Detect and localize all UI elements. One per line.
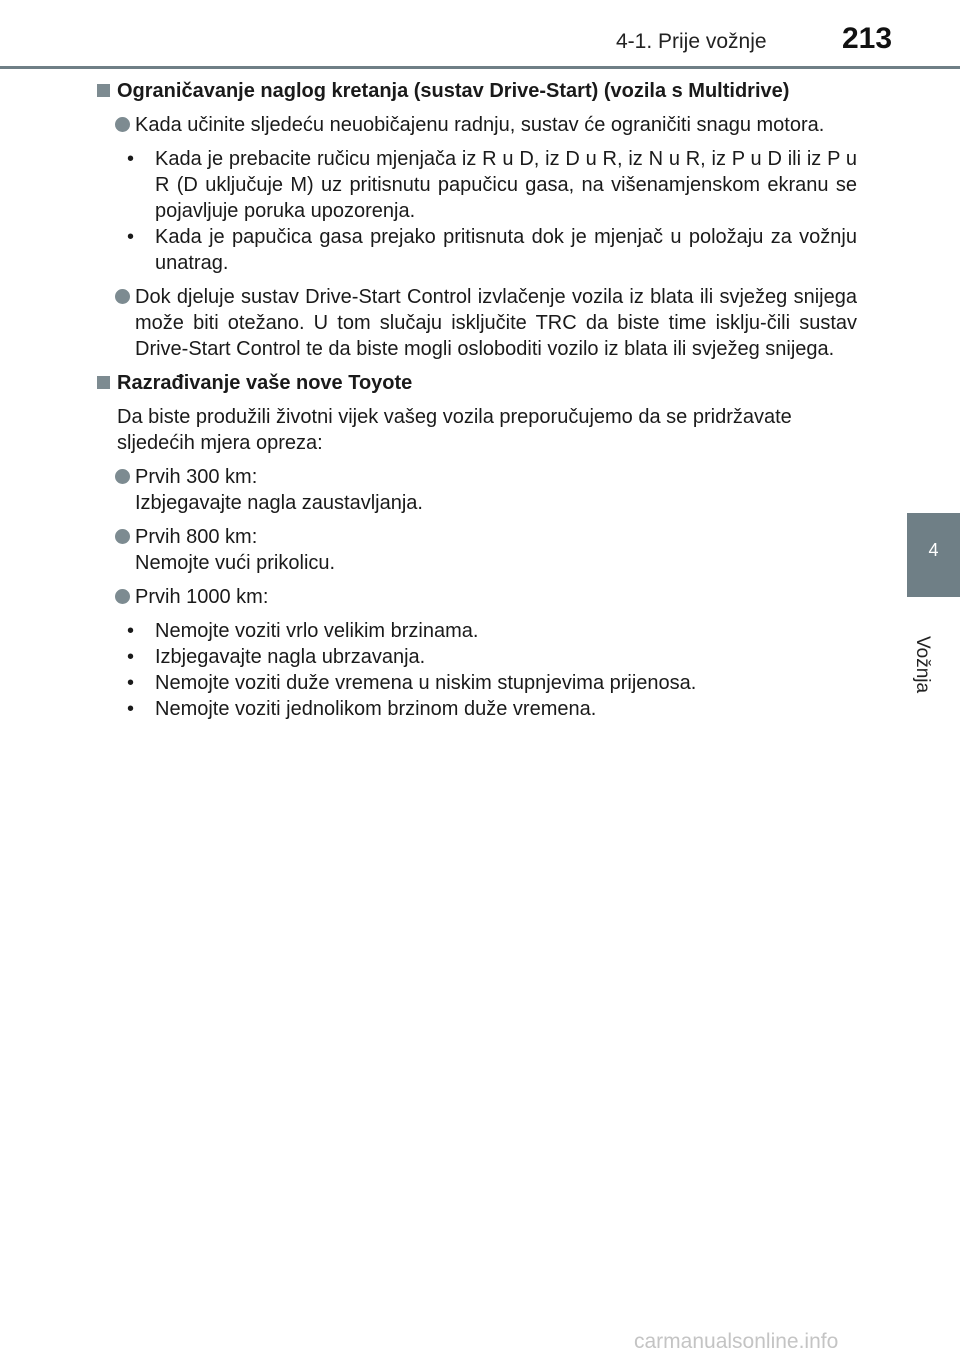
list-item <box>97 112 857 138</box>
bullet-list <box>97 618 857 722</box>
bullet-text: Kada je papučica gasa prejako pritisnuta dok je mjenjač u položaju za vožnju unatrag. <box>155 226 857 274</box>
section-intro: Da biste produžili životni vijek vašeg vozila preporučujemo da se pridržavate sljedećih mjera opreza: <box>117 406 792 454</box>
circle-bullet-icon <box>115 589 130 604</box>
list-item-text: Nemojte vući prikolicu. <box>135 552 336 574</box>
bullet-dot-icon: • <box>127 620 135 642</box>
bullet-dot-icon: • <box>127 698 135 720</box>
square-bullet-icon <box>97 376 110 389</box>
page-number: 213 <box>842 22 893 55</box>
bullet-item <box>97 224 857 276</box>
bullet-dot-icon: • <box>127 226 135 248</box>
header-section-title: 4-1. Prije vožnje <box>616 30 767 53</box>
list-item-title: Prvih 800 km: <box>135 526 258 548</box>
chapter-tab <box>907 513 960 597</box>
section-heading-text: Razrađivanje vaše nove Toyote <box>117 372 413 394</box>
list-item <box>97 524 857 576</box>
bullet-item <box>97 146 857 224</box>
bullet-item <box>97 618 857 644</box>
bullet-item <box>97 696 857 722</box>
bullet-dot-icon: • <box>127 672 135 694</box>
watermark: carmanualsonline.info <box>634 1330 839 1353</box>
bullet-dot-icon: • <box>127 148 135 170</box>
square-bullet-icon <box>97 84 110 97</box>
circle-bullet-icon <box>115 529 130 544</box>
circle-bullet-icon <box>115 289 130 304</box>
section-heading-break-in <box>97 370 857 396</box>
bullet-text: Izbjegavajte nagla ubrzavanja. <box>155 646 426 668</box>
page-content <box>97 78 857 730</box>
list-item <box>97 284 857 362</box>
chapter-label: Vožnja <box>912 636 933 694</box>
bullet-list <box>97 146 857 276</box>
bullet-dot-icon: • <box>127 646 135 668</box>
list-item-text: Dok djeluje sustav Drive-Start Control izvlačenje vozila iz blata ili svježeg snijega može biti otežano. U tom slučaju isključite TRC da biste time isklju-čili sustav Drive-Start Control te da biste mogli osloboditi vozilo iz blata ili svježeg snijega. <box>135 286 857 360</box>
list-item-title: Prvih 300 km: <box>135 466 258 488</box>
bullet-text: Nemojte voziti vrlo velikim brzinama. <box>155 620 479 642</box>
bullet-text: Kada je prebacite ručicu mjenjača iz R u D, iz D u R, iz N u R, iz P u D ili iz P u R (D uključuje M) uz pritisnutu papučicu gasa, na višenamjenskom ekranu se pojavljuje poruka upozorenja. <box>155 148 857 222</box>
list-item <box>97 464 857 516</box>
chapter-number: 4 <box>928 540 939 560</box>
list-item-text: Kada učinite sljedeću neuobičajenu radnju, sustav će ograničiti snagu motora. <box>135 114 825 136</box>
circle-bullet-icon <box>115 469 130 484</box>
list-item-text: Izbjegavajte nagla zaustavljanja. <box>135 492 423 514</box>
bullet-text: Nemojte voziti duže vremena u niskim stupnjevima prijenosa. <box>155 672 697 694</box>
list-item-title: Prvih 1000 km: <box>135 586 269 608</box>
bullet-text: Nemojte voziti jednolikom brzinom duže vremena. <box>155 698 597 720</box>
list-item <box>97 584 857 610</box>
circle-bullet-icon <box>115 117 130 132</box>
section-heading-text: Ograničavanje naglog kretanja (sustav Drive-Start) (vozila s Multidrive) <box>117 80 790 102</box>
bullet-item <box>97 644 857 670</box>
header-divider <box>0 66 960 69</box>
bullet-item <box>97 670 857 696</box>
section-heading-drive-start <box>97 78 857 104</box>
